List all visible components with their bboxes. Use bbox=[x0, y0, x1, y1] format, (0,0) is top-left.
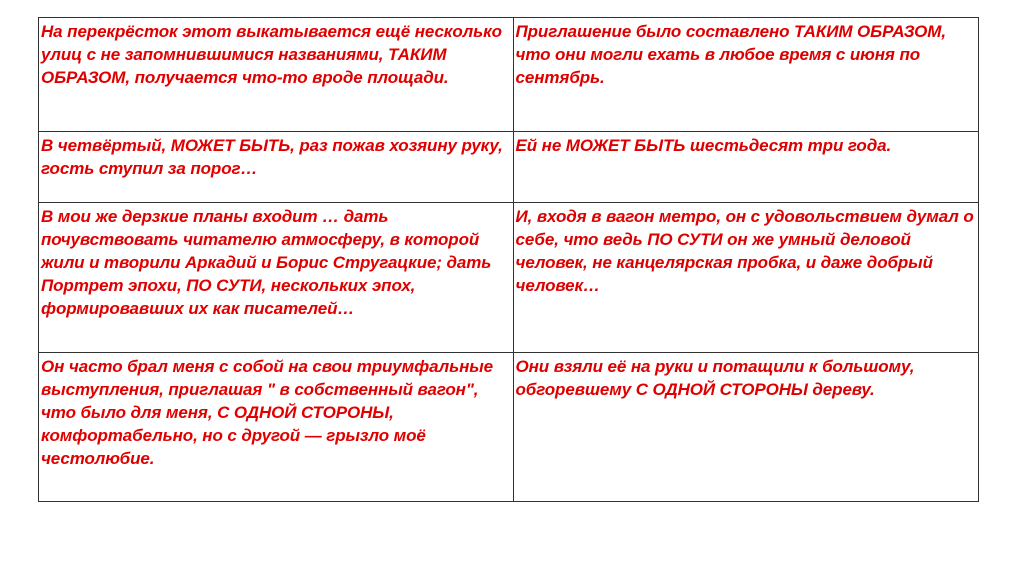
example-cell-left: В мои же дерзкие планы входит … дать почувствовать читателю атмосферу, в которой жили и творили Аркадий и Борис Стругацкие; дать Портрет эпохи, ПО СУТИ, нескольких эпох, формировавших их как писателей… bbox=[39, 203, 514, 353]
examples-table bbox=[38, 17, 979, 502]
example-cell-left: Он часто брал меня с собой на свои триумфальные выступления, приглашая " в собственный вагон", что было для меня, С ОДНОЙ СТОРОНЫ, комфортабельно, но с другой — грызло моё честолюбие. bbox=[39, 353, 514, 502]
table-row bbox=[39, 132, 979, 203]
example-cell-left: На перекрёсток этот выкатывается ещё несколько улиц с не запомнившимися названиями, ТАКИМ ОБРАЗОМ, получается что-то вроде площади. bbox=[39, 18, 514, 132]
table-row bbox=[39, 353, 979, 502]
example-cell-right: Приглашение было составлено ТАКИМ ОБРАЗОМ, что они могли ехать в любое время с июня по сентябрь. bbox=[513, 18, 978, 132]
table-row bbox=[39, 203, 979, 353]
example-cell-right: Они взяли её на руки и потащили к большому, обгоревшему С ОДНОЙ СТОРОНЫ дереву. bbox=[513, 353, 978, 502]
example-cell-right: Ей не МОЖЕТ БЫТЬ шестьдесят три года. bbox=[513, 132, 978, 203]
table-row bbox=[39, 18, 979, 132]
example-cell-right: И, входя в вагон метро, он с удовольствием думал о себе, что ведь ПО СУТИ он же умный деловой человек, не канцелярская пробка, и даже добрый человек… bbox=[513, 203, 978, 353]
example-cell-left: В четвёртый, МОЖЕТ БЫТЬ, раз пожав хозяину руку, гость ступил за порог… bbox=[39, 132, 514, 203]
